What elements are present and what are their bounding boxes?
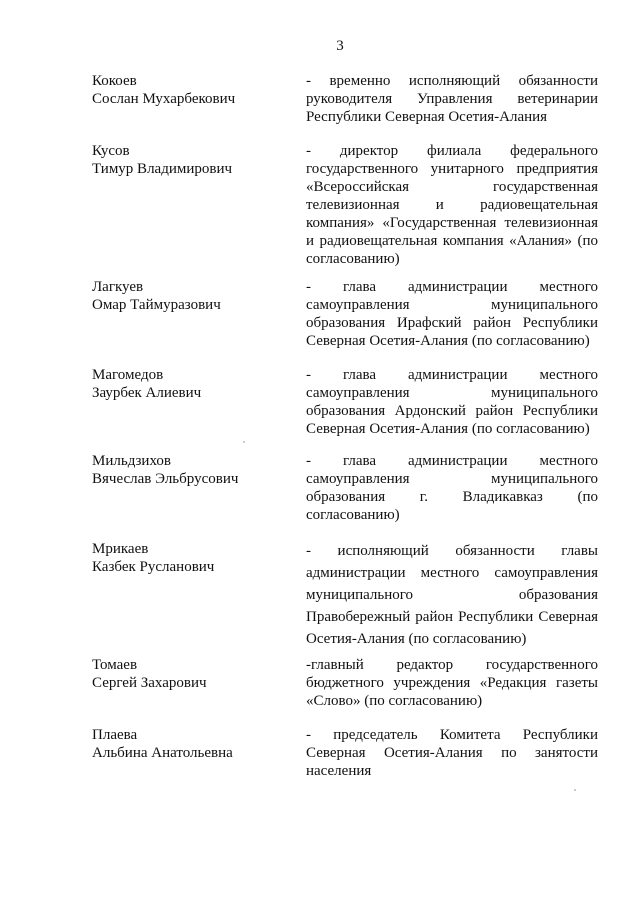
given-name: Вячеслав Эльбрусович <box>92 471 239 487</box>
scan-speck <box>574 789 576 791</box>
given-name: Тимур Владимирович <box>92 161 233 177</box>
surname: Кокоев <box>92 73 137 89</box>
surname: Кусов <box>92 143 130 159</box>
position-description: - директор филиала федерального государственного унитарного предприятия «Всероссийская государственная телевизионная и радиовещательная компания» «Государственная телевизионная и радиовещательная компания «Алания» (по согласованию) <box>306 143 598 267</box>
position-description: - временно исполняющий обязанности руководителя Управления ветеринарии Республики Северная Осетия-Алания <box>306 73 598 125</box>
given-name: Казбек Русланович <box>92 559 215 575</box>
surname: Плаева <box>92 727 138 743</box>
position-description: - глава администрации местного самоуправления муниципального образования Ирафский район Республики Северная Осетия-Алания (по согласованию) <box>306 279 598 349</box>
scan-speck <box>243 441 245 443</box>
surname: Мрикаев <box>92 541 149 557</box>
surname: Томаев <box>92 657 138 673</box>
given-name: Омар Таймуразович <box>92 297 221 313</box>
position-description: - глава администрации местного самоуправления муниципального образования Ардонский район Республики Северная Осетия-Алания (по согласованию) <box>306 367 598 437</box>
position-description: - глава администрации местного самоуправления муниципального образования г. Владикавказ (по согласованию) <box>306 453 598 523</box>
surname: Лагкуев <box>92 279 144 295</box>
position-description: - исполняющий обязанности главы администрации местного самоуправления муниципального образования Правобережный район Республики Северная Осетия-Алания (по согласованию) <box>306 543 598 647</box>
person-name <box>92 278 292 314</box>
surname: Магомедов <box>92 367 164 383</box>
person-name <box>92 142 292 178</box>
page-number: 3 <box>336 38 344 54</box>
person-name <box>92 540 292 576</box>
person-name <box>92 366 292 402</box>
person-name <box>92 726 292 762</box>
person-name <box>92 656 292 692</box>
given-name: Альбина Анатольевна <box>92 745 233 761</box>
person-name <box>92 72 292 108</box>
given-name: Сергей Захарович <box>92 675 207 691</box>
position-description: -главный редактор государственного бюджетного учреждения «Редакция газеты «Слово» (по согласованию) <box>306 657 598 709</box>
position-description: - председатель Комитета Республики Северная Осетия-Алания по занятости населения <box>306 727 598 779</box>
given-name: Заурбек Алиевич <box>92 385 202 401</box>
given-name: Сослан Мухарбекович <box>92 91 236 107</box>
person-name <box>92 452 292 488</box>
surname: Мильдзихов <box>92 453 171 469</box>
